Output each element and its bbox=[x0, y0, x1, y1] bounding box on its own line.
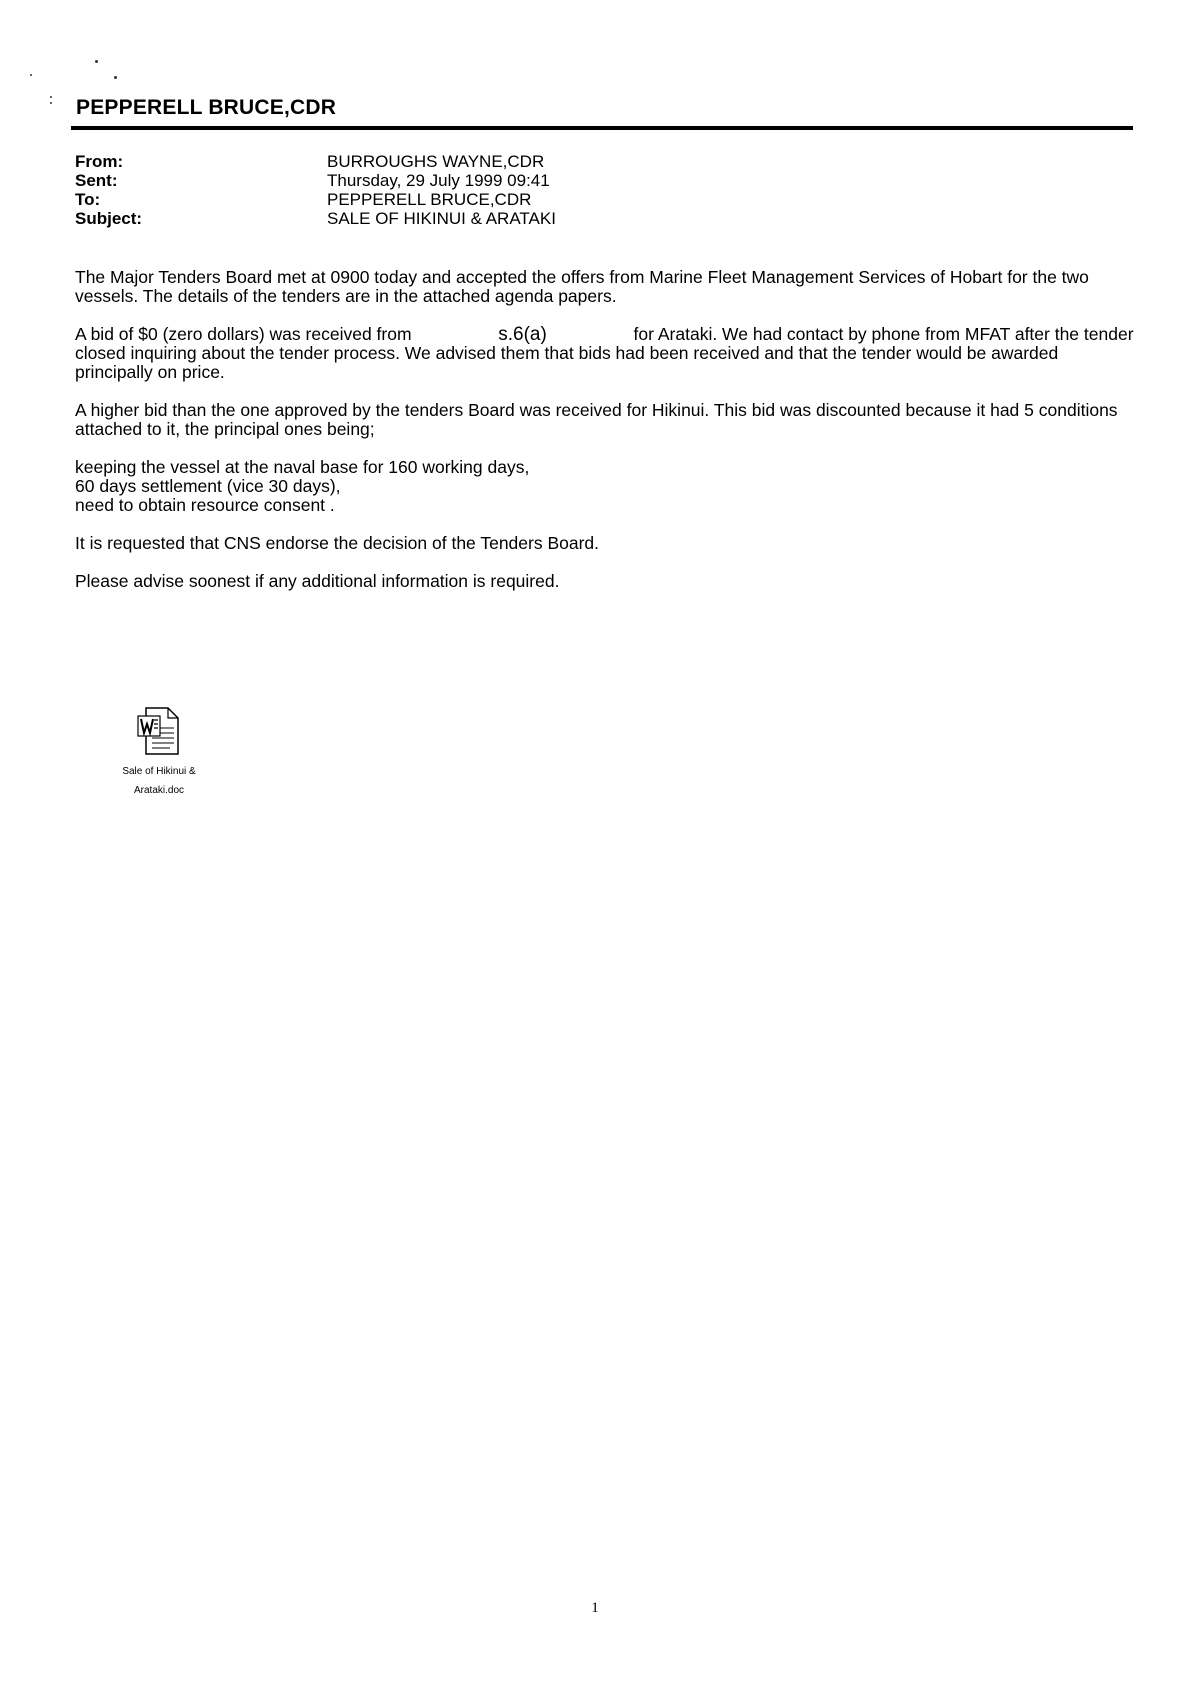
condition-item: need to obtain resource consent . bbox=[75, 495, 335, 515]
scan-speck bbox=[50, 96, 52, 98]
sent-label: Sent: bbox=[75, 171, 118, 190]
body-paragraph-5: Please advise soonest if any additional information is required. bbox=[75, 571, 560, 591]
condition-item: keeping the vessel at the naval base for 160 working days, bbox=[75, 457, 530, 477]
email-body bbox=[75, 268, 1135, 610]
from-label: From: bbox=[75, 152, 124, 171]
to-label: To: bbox=[75, 190, 101, 209]
scan-speck bbox=[114, 76, 117, 79]
body-paragraph-1: The Major Tenders Board met at 0900 today and accepted the offers from Marine Fleet Management Services of Hobart for the two vessels. The details of the tenders are in the attached agenda papers. bbox=[75, 267, 1089, 306]
email-headers bbox=[75, 152, 556, 228]
scan-speck bbox=[30, 74, 32, 76]
scan-speck bbox=[50, 102, 52, 104]
scan-speck bbox=[95, 60, 98, 63]
redaction-marker: s.6(a) bbox=[498, 324, 547, 345]
body-paragraph-2 bbox=[75, 325, 1135, 382]
bid-text-after: for Arataki. We had contact by phone from MFAT after the tender closed inquiring about the tender process. We advised them that bids had been received and that the tender would be awarded principally on price. bbox=[75, 324, 1134, 382]
page-number: 1 bbox=[591, 1600, 599, 1616]
mailbox-owner-name: PEPPERELL BRUCE,CDR bbox=[76, 96, 337, 119]
word-document-icon bbox=[136, 706, 182, 756]
sent-value: Thursday, 29 July 1999 09:41 bbox=[327, 171, 550, 190]
bid-text-before: A bid of $0 (zero dollars) was received from bbox=[75, 324, 412, 344]
from-row bbox=[75, 152, 556, 171]
to-row bbox=[75, 190, 556, 209]
subject-value: SALE OF HIKINUI & ARATAKI bbox=[327, 209, 556, 228]
from-value: BURROUGHS WAYNE,CDR bbox=[327, 152, 545, 171]
attachment-filename-line-1: Sale of Hikinui & bbox=[122, 766, 196, 777]
attachment[interactable] bbox=[100, 706, 218, 800]
attachment-filename-line-2: Arataki.doc bbox=[133, 785, 185, 796]
body-paragraph-3: A higher bid than the one approved by the tenders Board was received for Hikinui. This bid was discounted because it had 5 conditions attached to it, the principal ones being; bbox=[75, 400, 1118, 439]
to-value: PEPPERELL BRUCE,CDR bbox=[327, 190, 532, 209]
body-paragraph-4: It is requested that CNS endorse the decision of the Tenders Board. bbox=[75, 533, 600, 553]
condition-item: 60 days settlement (vice 30 days), bbox=[75, 476, 341, 496]
subject-label: Subject: bbox=[75, 209, 143, 228]
subject-row bbox=[75, 209, 556, 228]
header-rule bbox=[71, 126, 1133, 130]
sent-row bbox=[75, 171, 556, 190]
